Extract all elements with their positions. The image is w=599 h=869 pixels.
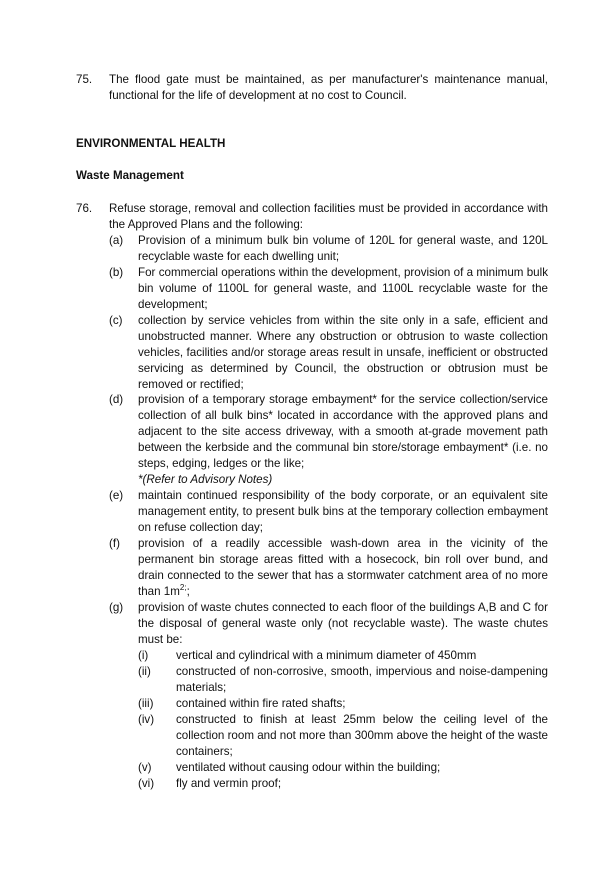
sub-item-text-tail: ; <box>186 585 190 598</box>
sub-item-text: provision of waste chutes connected to each floor of the buildings A,B and C for the disposal of general waste only (not recyclable waste). The waste chutes must be: <box>138 601 548 646</box>
sub-item-text: maintain continued responsibility of the body corporate, or an equivalent site management entity, to present bulk bins at the temporary collection embayment on refuse collection day; <box>138 489 548 534</box>
subsection-heading: Waste Management <box>76 169 184 182</box>
sub-sub-item-label: (i) <box>138 649 149 662</box>
sub-item-text: For commercial operations within the development, provision of a minimum bulk bin volume of 1100L for general waste, and 1100L recyclable waste for the development; <box>138 266 548 311</box>
sub-sub-item-text: constructed of non-corrosive, smooth, impervious and noise-dampening materials; <box>176 665 548 694</box>
sub-sub-item-label: (iv) <box>138 713 155 726</box>
sub-item-label: (d) <box>109 393 124 406</box>
sub-item-label: (f) <box>109 537 120 550</box>
item-text: The flood gate must be maintained, as per manufacturer's maintenance manual, functional for the life of development at no cost to Council. <box>109 73 548 102</box>
item-number: 76. <box>76 202 93 215</box>
sub-sub-item-text: fly and vermin proof; <box>176 777 282 790</box>
sub-sub-item-text: contained within fire rated shafts; <box>176 697 346 710</box>
sub-item-text-main: provision of a readily accessible wash-down area in the vicinity of the permanent bin storage areas fitted with a hosecock, bin roll over bund, and drain connected to the sewer that has a stormwater catchment area of no more than 1m <box>138 537 548 598</box>
sub-item-text: collection by service vehicles from within the site only in a safe, efficient and unobstructed manner. Where any obstruction or obtrusion to waste collection vehicles, facilities and/or storage areas result in unsafe, inefficient or obstructed servicing as determined by Council, the obstruction or obtrusion must be removed or rectified; <box>138 314 548 391</box>
item-text: Refuse storage, removal and collection facilities must be provided in accordance with the Approved Plans and the following: <box>109 202 548 231</box>
sub-sub-item-text: ventilated without causing odour within the building; <box>176 761 441 774</box>
sub-item-label: (g) <box>109 601 124 614</box>
sub-sub-item-text: constructed to finish at least 25mm below the ceiling level of the collection room and not more than 300mm above the height of the waste containers; <box>176 713 548 758</box>
sub-sub-item-label: (vi) <box>138 777 155 790</box>
sub-sub-item-label: (ii) <box>138 665 151 678</box>
sub-item-label: (c) <box>109 314 123 327</box>
item-number: 75. <box>76 73 93 86</box>
sub-sub-item-label: (v) <box>138 761 152 774</box>
sub-sub-item-label: (iii) <box>138 697 154 710</box>
superscript: 2; <box>179 583 187 593</box>
sub-item-label: (a) <box>109 234 124 247</box>
sub-item-text: Provision of a minimum bulk bin volume of 120L for general waste, and 120L recyclable waste for each dwelling unit; <box>138 234 548 263</box>
sub-item-label: (e) <box>109 489 124 502</box>
sub-sub-item-text: vertical and cylindrical with a minimum diameter of 450mm <box>176 649 477 662</box>
sub-item-text: provision of a temporary storage embayment* for the service collection/service collection of all bulk bins* located in accordance with the approved plans and adjacent to the site access driveway, with a smooth at-grade movement path between the kerbside and the communal bin store/storage embayment* (i.e. no steps, edging, ledges or the like; <box>138 393 548 470</box>
sub-item-label: (b) <box>109 266 124 279</box>
advisory-note: *(Refer to Advisory Notes) <box>138 473 273 486</box>
section-heading: ENVIRONMENTAL HEALTH <box>76 137 226 150</box>
sub-item-text <box>138 536 548 600</box>
